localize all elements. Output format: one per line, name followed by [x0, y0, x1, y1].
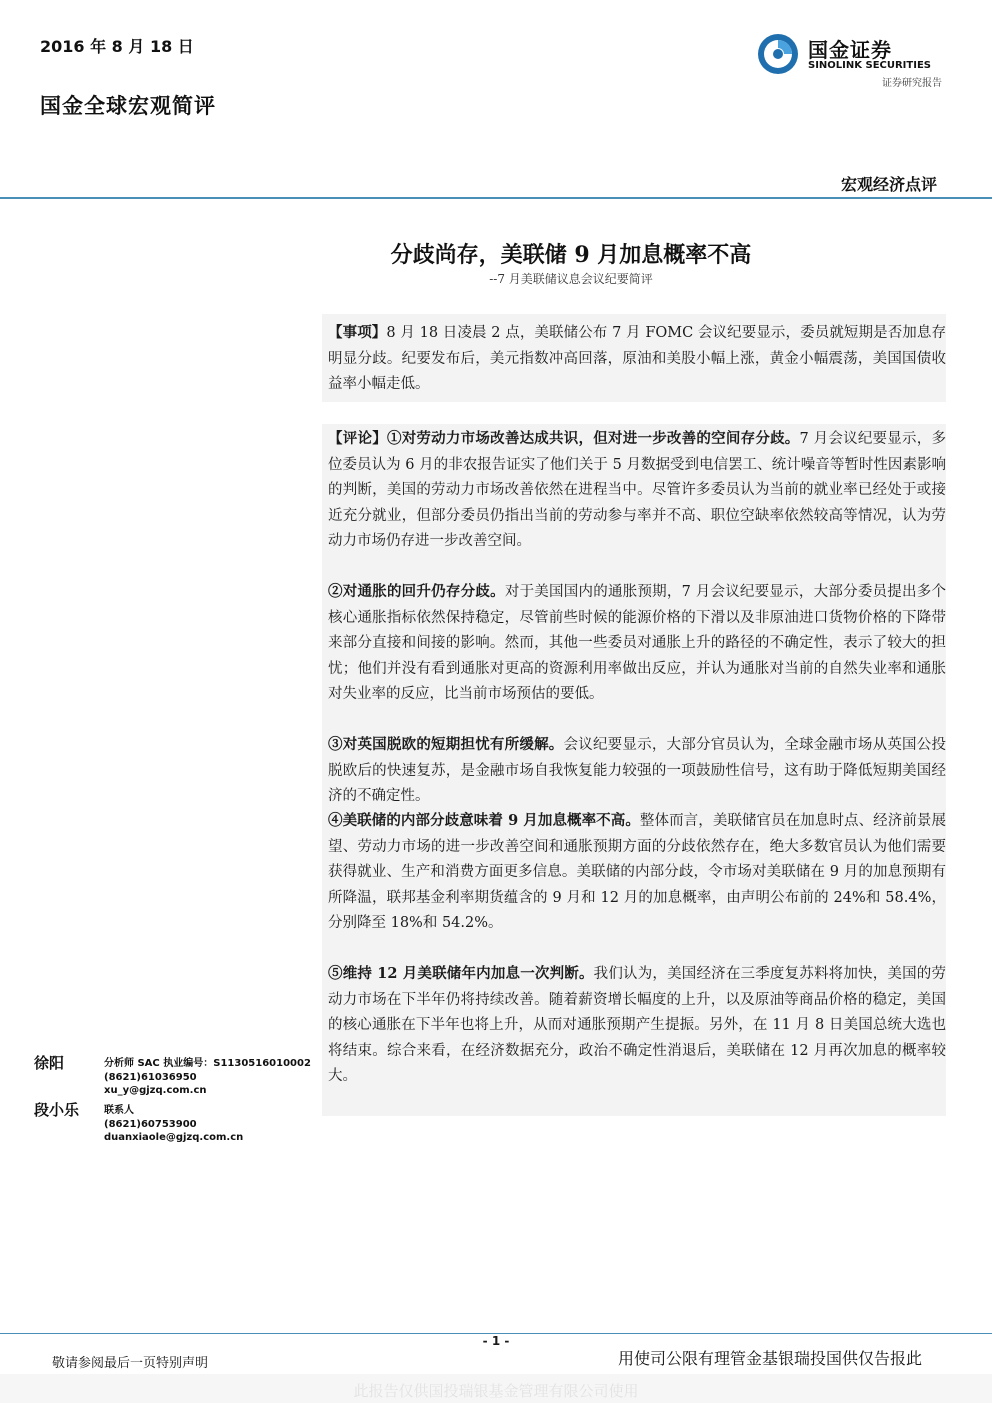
analyst-info	[104, 1057, 311, 1098]
comment-point-4	[328, 808, 946, 937]
analyst-sac-id: 分析师 SAC 执业编号：S1130516010002	[104, 1058, 311, 1069]
company-logo	[756, 30, 952, 90]
contact-info	[104, 1104, 243, 1145]
comment-label: 【评论】	[328, 430, 387, 447]
analyst-name: 徐阳	[34, 1054, 65, 1072]
contact-phone: (8621)60753900	[104, 1118, 197, 1130]
footer-disclaimer: 敬请参阅最后一页特别声明	[52, 1356, 209, 1371]
contact-name: 段小乐	[34, 1101, 80, 1119]
point-heading: ⑤维持 12 月美联储年内加息一次判断。	[328, 965, 594, 982]
report-category: 宏观经济点评	[840, 175, 937, 194]
series-title: 国金全球宏观简评	[40, 93, 216, 118]
point-text: 整体而言，美联储官员在加息时点、经济前景展望、劳动力市场的进一步改善空间和通胀预期方面的分歧依然存在，绝大多数官员认为他们需要获得就业、生产和消费方面更多信息。美联储的内部分歧，令市场对美联储在 9 月的加息预期有所降温，联邦基金利率期货蕴含的 9 月和 12 月的加息概率，由声明公布前的 24%和 58.4%，分别降至 18%和 54.2%。	[328, 813, 946, 931]
comment-point-2	[328, 579, 946, 708]
analyst-phone: (8621)61036950	[104, 1071, 197, 1083]
page-number: - 1 -	[482, 1334, 510, 1348]
comment-point-3	[328, 732, 946, 810]
sinolink-logo-icon	[756, 32, 800, 76]
header-divider	[0, 197, 992, 199]
analyst-email: xu_y@gjzq.com.cn	[104, 1085, 207, 1096]
report-subtitle: --7 月美联储议息会议纪要简评	[489, 272, 653, 286]
contact-role: 联系人	[104, 1105, 134, 1116]
point-heading: ④美联储的内部分歧意味着 9 月加息概率不高。	[328, 812, 640, 829]
watermark-text: 此报告仅供国投瑞银基金管理有限公司使用	[353, 1382, 639, 1400]
point-text: 我们认为，美国经济在三季度复苏料将加快，美国的劳动力市场在下半年仍将持续改善。随着薪资增长幅度的上升，以及原油等商品价格的稳定，美国的核心通胀在下半年也将上升，从而对通胀预期产生提振。另外，在 11 月 8 日美国总统大选也将结束。综合来看，在经济数据充分，政治不确定性消退后，美联储在 12 月再次加息的概率较大。	[328, 966, 946, 1084]
point-heading: ②对通胀的回升仍存分歧。	[328, 583, 505, 600]
contact-email: duanxiaole@gjzq.com.cn	[104, 1132, 244, 1143]
point-text: 7 月会议纪要显示，多位委员认为 6 月的非农报告证实了他们关于 5 月数据受到电信罢工、统计噪音等暂时性因素影响的判断，美国的劳动力市场改善依然在进程当中。尽管许多委员认为当前的就业率已经处于或接近充分就业，但部分委员仍指出当前的劳动参与率并不高、职位空缺率依然较高等情况，认为劳动力市场仍存进一步改善空间。	[328, 431, 947, 549]
logo-subtitle: 证券研究报告	[882, 78, 942, 89]
logo-cn-name: 国金证券	[808, 38, 892, 62]
event-text: 8 月 18 日凌晨 2 点，美联储公布 7 月 FOMC 会议纪要显示，委员就短期是否加息存明显分歧。纪要发布后，美元指数冲高回落，原油和美股小幅上涨，黄金小幅震荡，美国国债收益率小幅走低。	[328, 325, 946, 392]
comment-point-5	[328, 961, 946, 1090]
logo-en-name: SINOLINK SECURITIES	[808, 60, 931, 71]
report-title: 分歧尚存，美联储 9 月加息概率不高	[390, 242, 752, 268]
point-text: 会议纪要显示，大部分官员认为，全球金融市场从英国公投脱欧后的快速复苏，是金融市场自我恢复能力较强的一项鼓励性信号，这有助于降低短期美国经济的不确定性。	[328, 737, 947, 804]
event-label: 【事项】	[328, 324, 387, 341]
point-text: 对于美国国内的通胀预期，7 月会议纪要显示，大部分委员提出多个核心通胀指标依然保持稳定，尽管前些时候的能源价格的下滑以及非原油进口货物价格的下降带来部分直接和间接的影响。然而，其他一些委员对通胀上升的路径的不确定性，表示了较大的担忧；他们并没有看到通胀对更高的资源利用率做出反应，并认为通胀对当前的自然失业率和通胀对失业率的反应，比当前市场预估的要低。	[328, 584, 946, 702]
comment-point-1	[328, 426, 946, 555]
event-paragraph	[328, 320, 946, 398]
point-heading: ③对英国脱欧的短期担忧有所缓解。	[328, 736, 564, 753]
point-heading: ①对劳动力市场改善达成共识，但对进一步改善的空间存分歧。	[386, 430, 800, 447]
footer-reversed-text: 用使司公限有理管金基银瑞投国供仅告报此	[618, 1349, 923, 1368]
report-date: 2016 年 8 月 18 日	[40, 37, 194, 56]
